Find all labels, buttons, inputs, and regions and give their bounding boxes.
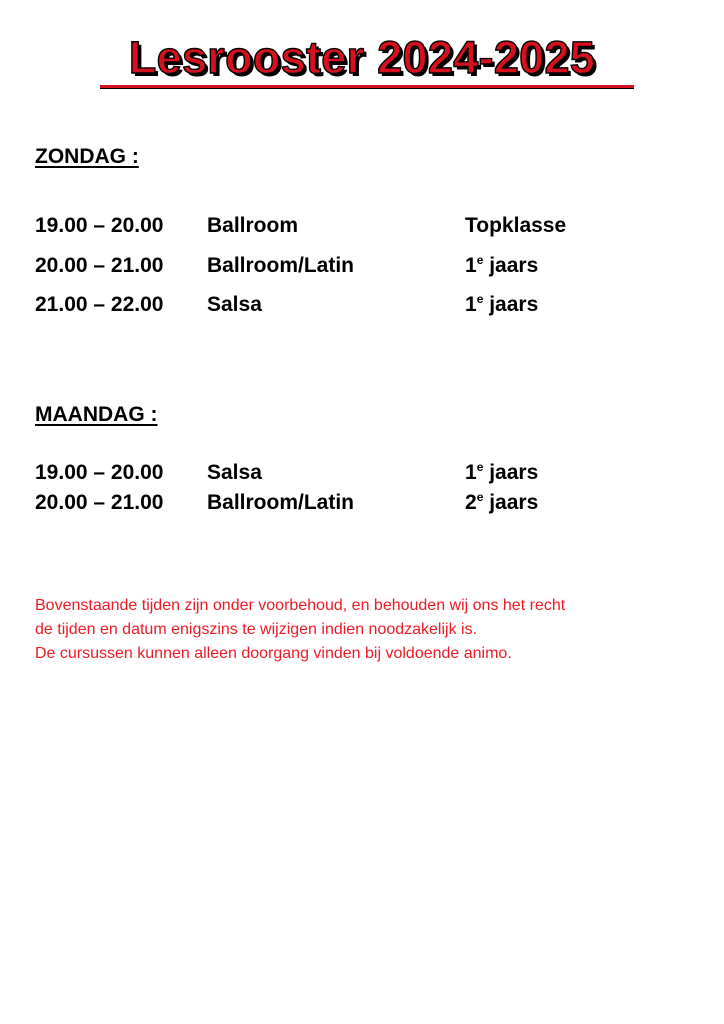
row-level <box>465 212 566 240</box>
level-text: jaars <box>483 293 539 316</box>
row-class: Salsa <box>207 461 262 484</box>
notice-line: De cursussen kunnen alleen doorgang vinden bij voldoende animo. <box>35 645 512 662</box>
level-sup: e <box>476 460 484 474</box>
level-text: jaars <box>483 254 539 277</box>
row-time: 19.00 – 20.00 <box>35 214 164 237</box>
level-number: 2 <box>465 491 477 514</box>
row-class: Ballroom/Latin <box>207 491 355 514</box>
title-underline <box>100 85 634 89</box>
row-class: Ballroom <box>207 214 299 237</box>
row-class: Salsa <box>207 293 262 316</box>
level-number: 1 <box>465 254 477 277</box>
notice-line: de tijden en datum enigszins te wijzigen indien noodzakelijk is. <box>35 621 478 638</box>
page-title: Lesrooster 2024-2025 <box>128 32 596 83</box>
level-sup: e <box>476 292 484 306</box>
disclaimer-notice <box>35 594 705 666</box>
day-heading-maandag: MAANDAG : <box>35 403 158 426</box>
notice-line: Bovenstaande tijden zijn onder voorbehoud, en behouden wij ons het recht <box>35 597 566 614</box>
level-sup: e <box>476 253 484 267</box>
row-level <box>465 291 538 319</box>
level-number: 1 <box>465 293 477 316</box>
row-level <box>465 489 538 517</box>
row-time: 21.00 – 22.00 <box>35 293 164 316</box>
schedule-row <box>35 291 695 319</box>
row-level <box>465 459 538 487</box>
day-heading-zondag: ZONDAG : <box>35 145 139 168</box>
row-level <box>465 252 538 280</box>
row-class: Ballroom/Latin <box>207 254 355 277</box>
level-number: 1 <box>465 461 477 484</box>
level-text: jaars <box>483 491 539 514</box>
level-text: Topklasse <box>465 214 567 237</box>
schedule-row <box>35 252 695 280</box>
schedule-row <box>35 459 695 487</box>
level-sup: e <box>476 490 484 504</box>
schedule-row <box>35 489 695 517</box>
row-time: 20.00 – 21.00 <box>35 491 164 514</box>
level-text: jaars <box>483 461 539 484</box>
schedule-row <box>35 212 695 240</box>
row-time: 20.00 – 21.00 <box>35 254 164 277</box>
row-time: 19.00 – 20.00 <box>35 461 164 484</box>
